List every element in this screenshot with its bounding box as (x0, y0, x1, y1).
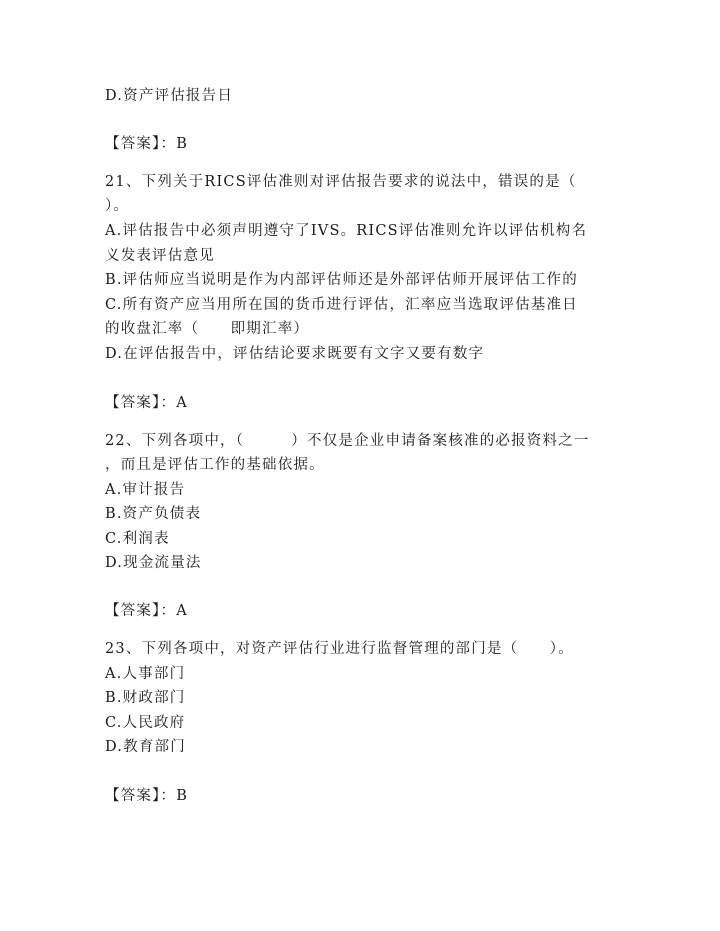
question-22-option-d: D.现金流量法 (105, 555, 202, 571)
question-22-option-c: C.利润表 (105, 531, 170, 547)
question-21-option-a-2: 义发表评估意见 (105, 248, 215, 264)
question-21-option-b: B.评估师应当说明是作为内部评估师还是外部评估师开展评估工作的 (105, 272, 578, 288)
question-21-stem-1: 21、下列关于RICS评估准则对评估报告要求的说法中，错误的是（ (105, 174, 577, 190)
question-22-stem-1: 22、下列各项中，（ ）不仅是企业申请备案核准的必报资料之一 (105, 433, 590, 449)
question-23-option-b: B.财政部门 (105, 690, 186, 706)
question-23-option-d: D.教育部门 (105, 739, 186, 755)
answer-22: 【答案】：A (105, 603, 188, 619)
question-21-option-c-2: 的收盘汇率（ 即期汇率） (105, 321, 310, 337)
question-21-option-c-1: C.所有资产应当用所在国的货币进行评估，汇率应当选取评估基准日 (105, 297, 578, 313)
question-21-option-d: D.在评估报告中，评估结论要求既要有文字又要有数字 (105, 346, 485, 362)
question-21-stem-2: ）。 (105, 198, 130, 214)
question-22-stem-2: ，而且是评估工作的基础依据。 (105, 457, 325, 473)
question-23-option-a: A.人事部门 (105, 666, 186, 682)
answer-21: 【答案】：A (105, 395, 188, 411)
question-22-option-b: B.资产负债表 (105, 506, 202, 522)
answer-23: 【答案】：B (105, 788, 189, 804)
question-23-stem: 23、下列各项中，对资产评估行业进行监督管理的部门是（ ）。 (105, 641, 574, 657)
question-22-option-a: A.审计报告 (105, 482, 186, 498)
question-21-option-a-1: A.评估报告中必须声明遵守了IVS。RICS评估准则允许以评估机构名 (105, 223, 588, 239)
answer-20: 【答案】：B (105, 136, 189, 152)
question-23-option-c: C.人民政府 (105, 715, 186, 731)
line-prev-option-d: D.资产评估报告日 (105, 88, 234, 104)
